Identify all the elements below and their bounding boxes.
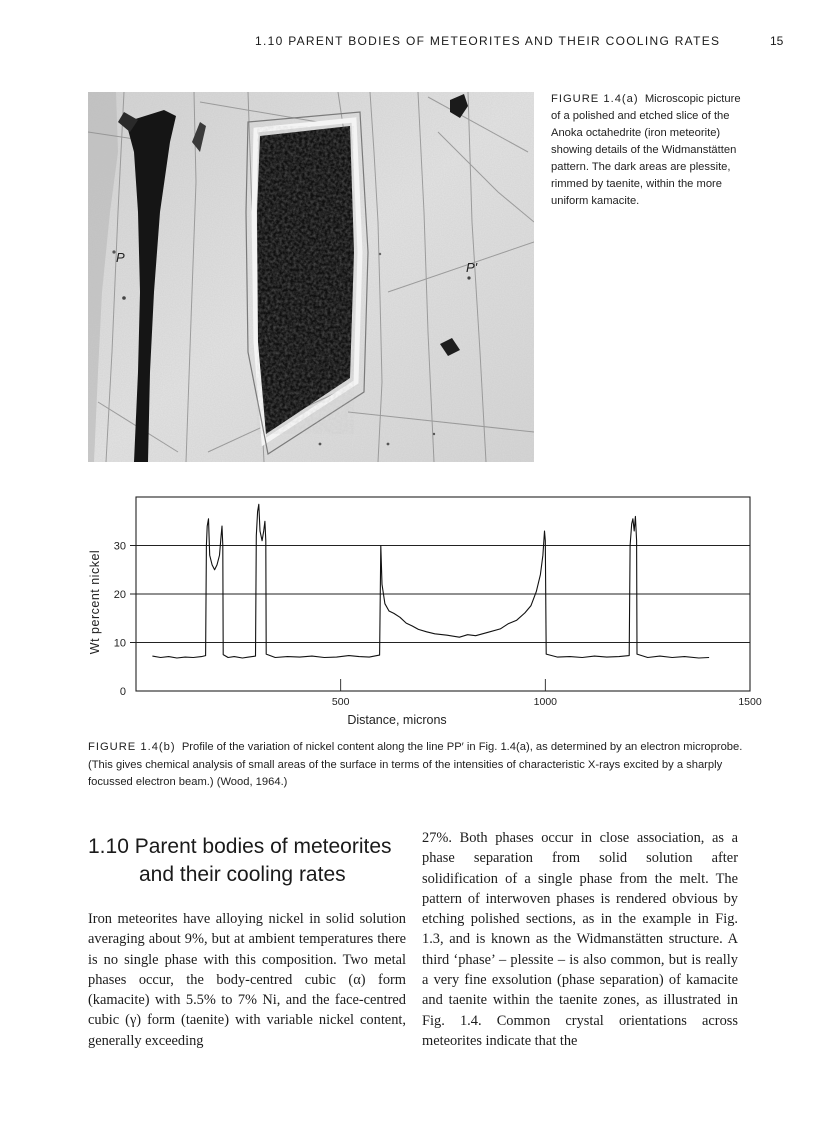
y-axis-label: Wt percent nickel xyxy=(88,549,102,655)
body-paragraph-right: 27%. Both phases occur in close association, as a phase separation from solid solution after solidification of a single phase from the melt. The pattern of interwoven phases is rendered obvious by etching polished sections, as in the example in Fig. 1.3, and is known as the Widmanstätten structure. A third ‘phase’ – plessite – is also common, but is really a very fine exsolution (phase separation) of kamacite and taenite within the taenite zones, as illustrated in Fig. 1.4. Common crystal orientations across meteorites indicate that the xyxy=(422,830,738,1049)
section-heading-line1: 1.10 Parent bodies of meteorites xyxy=(88,835,392,858)
x-axis-label: Distance, microns xyxy=(347,713,447,727)
x-tick-label: 500 xyxy=(331,696,350,708)
label-P: P xyxy=(116,250,125,265)
x-tick-label: 1500 xyxy=(738,696,762,708)
figure-1-4b-label: FIGURE 1.4(b) xyxy=(88,741,176,753)
series-line-nickel xyxy=(152,504,709,658)
chart-ticks xyxy=(114,541,762,709)
page-number: 15 xyxy=(770,34,784,48)
x-tick-label: 1000 xyxy=(533,696,558,708)
y-tick-label: 0 xyxy=(119,686,126,698)
figure-1-4b-caption xyxy=(88,739,748,792)
label-P-prime: P' xyxy=(466,260,478,275)
micrograph-figure xyxy=(88,92,534,462)
section-heading-line2: and their cooling rates xyxy=(139,863,346,886)
nickel-profile-chart xyxy=(82,492,762,732)
body-paragraph-left: Iron meteorites have alloying nickel in solid solution averaging about 9%, but at ambient temperatures there is no single phase with this composition. Two metal phases occur, the body-centred cubic (α) form (kamacite) with 5.5% to 7% Ni, and the face-centred cubic (γ) form (taenite) with variable nickel content, generally exceeding xyxy=(88,911,406,1049)
figure-1-4a-label: FIGURE 1.4(a) xyxy=(551,93,639,105)
y-tick-label: 20 xyxy=(113,589,126,601)
y-tick-label: 10 xyxy=(113,637,126,650)
figure-1-4a-text: Microscopic picture of a polished and etched slice of the Anoka octahedrite (iron meteorite) showing details of the Widmanstätten pattern. The dark areas are plessite, rimmed by taenite, within the more uniform kamacite. xyxy=(551,93,741,207)
figure-1-4b-text: Profile of the variation of nickel content along the line PP′ in Fig. 1.4(a), as determined by an electron microprobe. (This gives chemical analysis of small areas of the surface in terms of the intensities of characteristic X-rays excited by a sharply focussed electron beam.) (Wood, 1964.) xyxy=(88,741,743,788)
running-head-title: 1.10 PARENT BODIES OF METEORITES AND THEIR COOLING RATES xyxy=(255,34,721,48)
y-tick-label: 30 xyxy=(113,540,126,553)
running-head xyxy=(0,34,816,50)
micrograph-image xyxy=(88,92,534,462)
section-heading xyxy=(88,833,392,889)
figure-1-4a-caption xyxy=(551,91,751,210)
